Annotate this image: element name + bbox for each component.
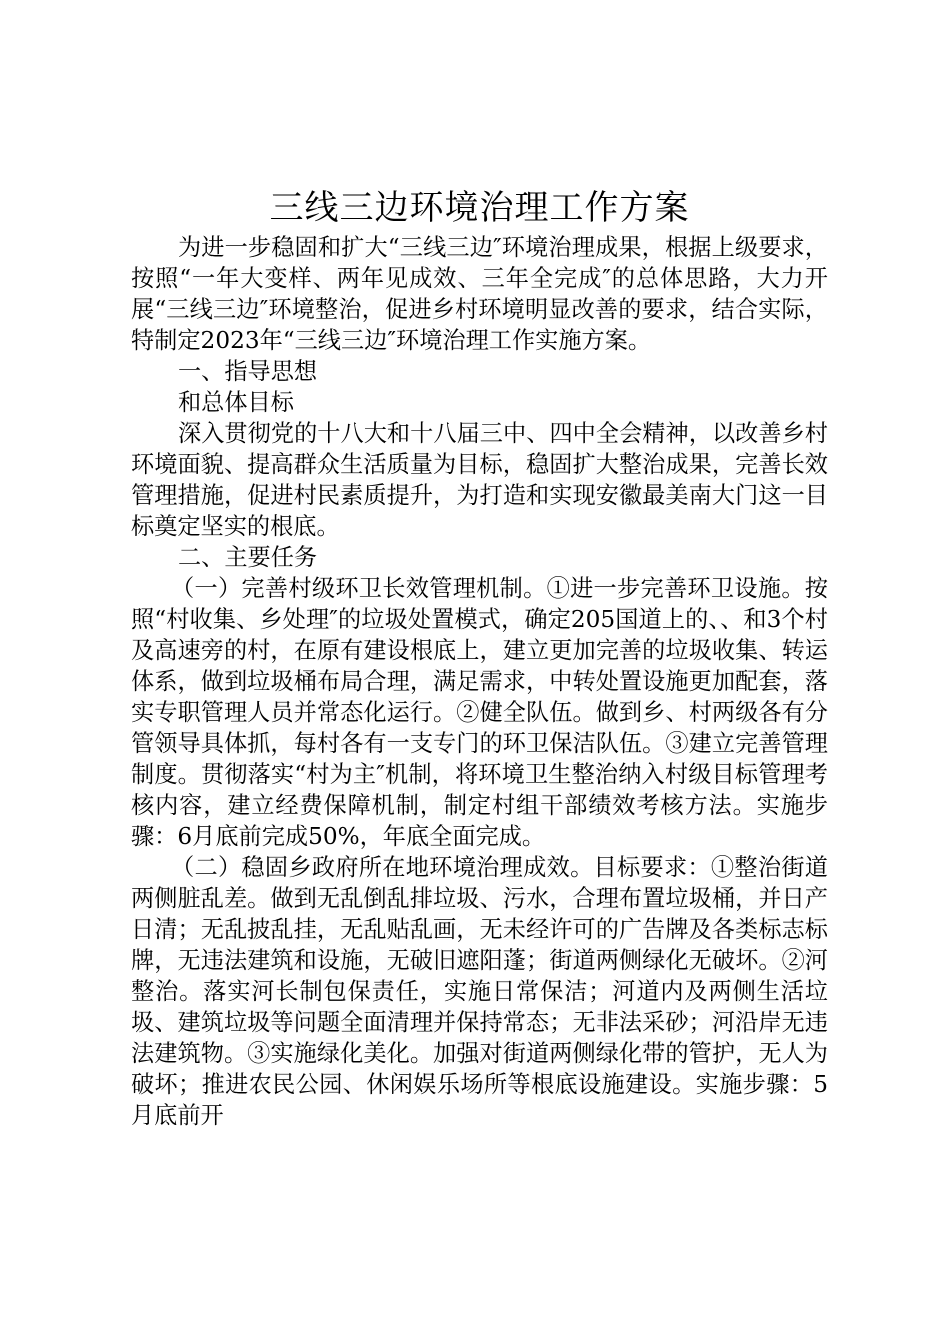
intro-paragraph: 为进一步稳固和扩大“三线三边″环境治理成果，根据上级要求，按照“一年大变样、两年见成效、三年全完成″的总体思路，大力开展“三线三边″环境整治，促进乡村环境明显改善的要求，结合实际，特制定2023年“三线三边″环境治理工作实施方案。 <box>131 234 828 354</box>
section-heading-overall-goal: 和总体目标 <box>178 389 294 416</box>
task-paragraph-1: （一）完善村级环卫长效管理机制。①进一步完善环卫设施。按照“村收集、乡处理″的垃圾处置模式，确定205国道上的、、和3个村及高速旁的村，在原有建设根底上，建立更加完善的垃圾收集、转运体系，做到垃圾桶布局合理，满足需求，中转处置设施更加配套，落实专职管理人员并常态化运行。②健全队伍。做到乡、村两级各有分管领导具体抓，每村各有一支专门的环卫保洁队伍。③建立完善管理制度。贯彻落实“村为主″机制，将环境卫生整治纳入村级目标管理考核内容，建立经费保障机制，制定村组干部绩效考核方法。实施步骤：6月底前完成50%，年底全面完成。 <box>131 575 828 850</box>
guiding-paragraph: 深入贯彻党的十八大和十八届三中、四中全会精神，以改善乡村环境面貌、提高群众生活质量为目标，稳固扩大整治成果，完善长效管理措施，促进村民素质提升，为打造和实现安徽最美南大门这一目标奠定坚实的根底。 <box>131 420 828 540</box>
task-paragraph-2: （二）稳固乡政府所在地环境治理成效。目标要求：①整治街道两侧脏乱差。做到无乱倒乱排垃圾、污水，合理布置垃圾桶，并日产日清；无乱披乱挂，无乱贴乱画，无未经许可的广告牌及各类标志标牌，无违法建筑和设施，无破旧遮阳蓬；街道两侧绿化无破坏。②河整治。落实河长制包保责任，实施日常保洁；河道内及两侧生活垃圾、建筑垃圾等问题全面清理并保持常态；无非法采砂；河沿岸无违法建筑物。③实施绿化美化。加强对街道两侧绿化带的管护，无人为破坏；推进农民公园、休闲娱乐场所等根底设施建设。实施步骤：5月底前开 <box>131 854 828 1129</box>
section-heading-main-tasks: 二、主要任务 <box>178 544 318 571</box>
document-page <box>131 186 828 1131</box>
section-heading-guiding-thought: 一、指导思想 <box>178 358 318 385</box>
document-title: 三线三边环境治理工作方案 <box>269 188 690 228</box>
